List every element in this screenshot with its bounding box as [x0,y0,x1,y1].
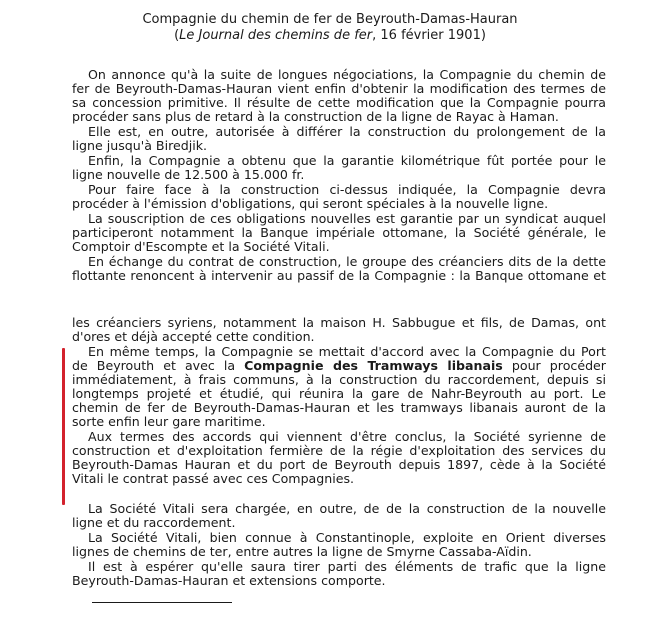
text-line: ligne nouvelle de 12.500 à 15.000 fr. [72,167,305,182]
text-line: les créanciers syriens, notamment la maison H. Sabbugue et fils, de Damas, ont [72,315,606,330]
text-line: La Société Vitali, bien connue à Constantinople, exploite en Orient diverses [88,530,606,545]
text-line: On annonce qu'à la suite de longues négociations, la Compagnie du chemin de [88,67,606,82]
text-line: Aux termes des accords qui viennent d'être conclus, la Société syrienne de [88,429,606,444]
text-run: pour procéder [502,358,606,373]
source-open: ( [174,28,180,43]
text-line: immédiatement, à frais communs, à la construction du raccordement, depuis si [72,372,606,387]
text-line: Comptoir d'Escompte et la Société Vitali. [72,239,330,254]
footnote-rule [92,602,232,603]
text-line: La Société Vitali sera chargée, en outre, de de la construction de la nouvelle [88,501,606,516]
text-line: construction et d'exploitation fermière de la régie d'exploitation des services du [72,443,606,458]
text-line: lignes de chemins de ter, entre autres la ligne de Smyrne Cassaba-Aïdin. [72,544,532,559]
text-line: ligne jusqu'à Biredjik. [72,138,208,153]
text-line: flottante renoncent à intervenir au passif de la Compagnie : la Banque ottomane et [72,268,606,283]
text-line: participeront notamment la Banque impériale ottomane, la Société générale, le [72,225,606,240]
highlight-marker [62,348,65,505]
text-line: Il est à espérer qu'elle saura tirer parti des éléments de trafic que la ligne [88,559,606,574]
text-line: ligne et du raccordement. [72,515,236,530]
text-line: longtemps projeté et étudié, qui réunira la gare de Nahr-Beyrouth au port. Le [72,386,606,401]
text-line: Beyrouth-Damas Hauran et du port de Beyrouth depuis 1897, cède à la Société [72,457,606,472]
article-title: Compagnie du chemin de fer de Beyrouth-Damas-Hauran [142,12,518,27]
text-line-with-bold [72,359,606,373]
text-run: de Beyrouth et avec la [72,358,245,373]
text-line: d'ores et déjà accepté cette condition. [72,329,315,344]
source-journal: Le Journal des chemins de fer [179,28,373,43]
text-line: Enfin, la Compagnie a obtenu que la garantie kilométrique fût portée pour le [88,153,606,168]
text-line: Vitali le contrat passé avec ces Compagnies. [72,471,355,486]
text-line: procéder sans plus de retard à la construction de la ligne de Rayac à Haman. [72,109,559,124]
article-source [0,28,660,44]
text-line: fer de Beyrouth-Damas-Hauran vient enfin d'obtenir la modification des termes de [72,81,606,96]
text-line: Elle est, en outre, autorisée à différer la construction du prolongement de la [88,124,606,139]
text-line: Beyrouth-Damas-Hauran et extensions comporte. [72,573,386,588]
text-line: En échange du contrat de construction, le groupe des créanciers dits de la dette [88,254,606,269]
text-line: En même temps, la Compagnie se mettait d'accord avec la Compagnie du Port [88,344,606,359]
text-line: sorte enfin leur gare maritime. [72,414,266,429]
text-line: chemin de fer de Beyrouth-Damas-Hauran et les tramways libanais auront de la [72,400,606,415]
text-line: La souscription de ces obligations nouvelles est garantie par un syndicat auquel [88,211,606,226]
text-line: Pour faire face à la construction ci-dessus indiquée, la Compagnie devra [88,182,606,197]
text-line: procéder à l'émission d'obligations, qui seront spéciales à la nouvelle ligne. [72,196,549,211]
text-line: sa concession primitive. Il résulte de cette modification que la Compagnie pourra [72,95,606,110]
source-date: , 16 février 1901) [372,28,486,43]
bold-company-name: Compagnie des Tramways libanais [244,358,503,373]
